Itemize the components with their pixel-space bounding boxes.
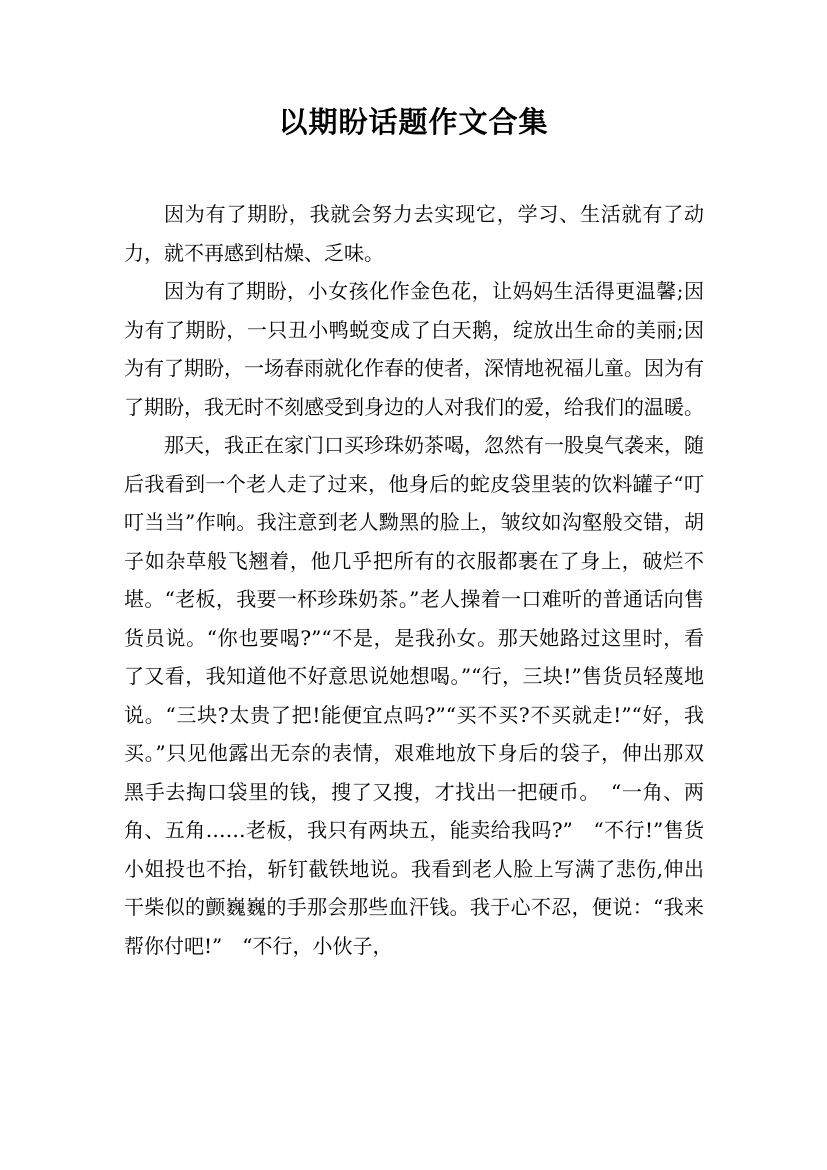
document-body <box>124 195 704 965</box>
document-title: 以期盼话题作文合集 <box>278 105 549 139</box>
paragraph-1: 因为有了期盼，我就会努力去实现它，学习、生活就有了动力，就不再感到枯燥、乏味。 <box>124 202 704 265</box>
paragraph-2: 因为有了期盼，小女孩化作金色花，让妈妈生活得更温馨;因为有了期盼，一只丑小鸭蜕变成了白天鹅，绽放出生命的美丽;因为有了期盼，一场春雨就化作春的使者，深情地祝福儿童。因为有了期盼，我无时不刻感受到身边的人对我们的爱，给我们的温暖。 <box>124 279 704 419</box>
paragraph-3: 那天，我正在家门口买珍珠奶茶喝，忽然有一股臭气袭来，随后我看到一个老人走了过来，他身后的蛇皮袋里装的饮料罐子“叮叮当当”作响。我注意到老人黝黑的脸上，皱纹如沟壑般交错，胡子如杂草般飞翘着，他几乎把所有的衣服都裹在了身上，破烂不堪。“老板，我要一杯珍珠奶茶。”老人操着一口难听的普通话向售货员说。“你也要喝?”“不是，是我孙女。那天她路过这里时，看了又看，我知道他不好意思说她想喝。”“行，三块!”售货员轻蔑地说。“三块?太贵了把!能便宜点吗?”“买不买?不买就走!”“好，我买。”只见他露出无奈的表情，艰难地放下身后的袋子，伸出那双黑手去掏口袋里的钱，搜了又搜，才找出一把硬币。 “一角、两角、五角……老板，我只有两块五，能卖给我吗?” “不行!”售货小姐投也不抬，斩钉截铁地说。我看到老人脸上写满了悲伤,伸出干柴似的颤巍巍的手那会那些血汗钱。我于心不忍，便说：“我来帮你付吧!” “不行，小伙子， <box>124 433 704 958</box>
